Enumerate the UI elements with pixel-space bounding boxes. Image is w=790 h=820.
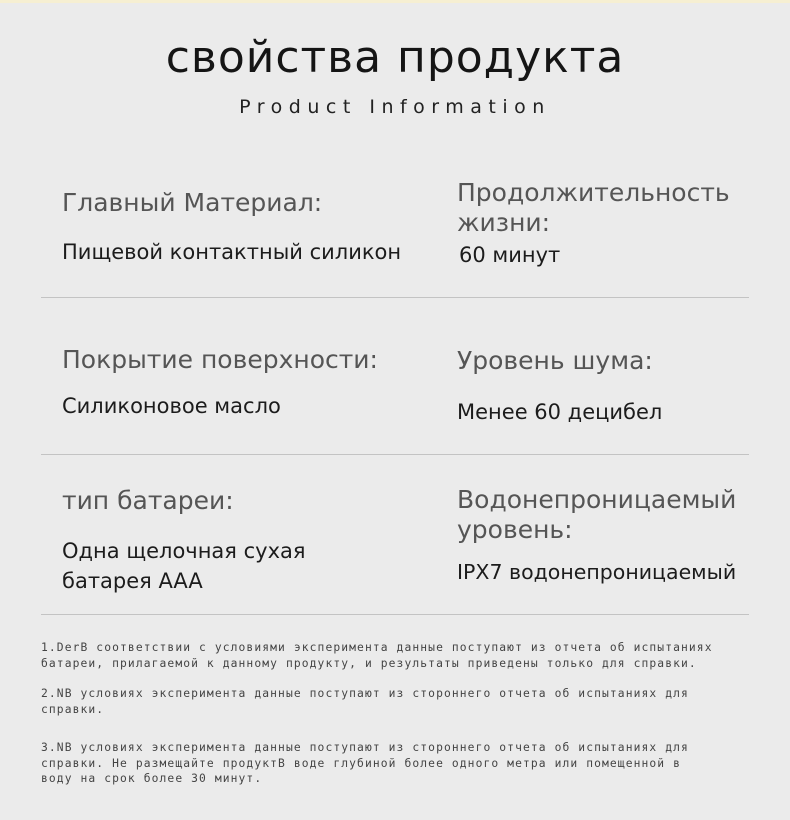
note-3: [41, 740, 753, 787]
battery-value-line2: батарея AAA: [62, 569, 203, 593]
life-value: 60 минут: [459, 243, 561, 267]
battery-value-line1: Одна щелочная сухая: [62, 539, 306, 563]
page-title: свойства продукта: [165, 32, 625, 83]
note-3-line-1: 3.NВ условиях эксперимента данные поступают из стороннего отчета об испытаниях для: [41, 741, 689, 754]
page-subtitle: Product Information: [239, 96, 551, 118]
divider-3: [41, 614, 749, 615]
note-2: [41, 686, 753, 717]
note-3-line-3: воду на срок более 30 минут.: [41, 772, 263, 785]
note-1-line-1: 1.DerВ соответствии с условиями эксперимента данные поступают из отчета об испытаниях: [41, 641, 713, 654]
material-value: Пищевой контактный силикон: [62, 240, 402, 264]
note-2-line-1: 2.NВ условиях эксперимента данные поступают из стороннего отчета об испытаниях для: [41, 687, 689, 700]
divider-2: [41, 454, 749, 455]
coating-value: Силиконовое масло: [62, 394, 281, 418]
noise-label: Уровень шума:: [457, 346, 653, 375]
noise-value: Менее 60 децибел: [457, 400, 663, 424]
note-2-line-2: справки.: [41, 702, 105, 716]
water-value: IPX7 водонепроницаемый: [457, 560, 737, 584]
divider-1: [41, 297, 749, 298]
battery-label: тип батареи:: [62, 486, 234, 515]
life-label-line1: Продолжительность: [457, 178, 730, 207]
material-label: Главный Материал:: [62, 188, 323, 217]
water-label-line2: уровень:: [457, 515, 573, 544]
coating-label: Покрытие поверхности:: [62, 345, 378, 374]
note-1-line-2: батареи, прилагаемой к данному продукту, и результаты приведены только для справки.: [41, 656, 697, 670]
note-1: [41, 640, 753, 671]
life-label-line2: жизни:: [457, 208, 551, 237]
water-label-line1: Водонепроницаемый: [457, 485, 737, 514]
note-3-line-2: справки. Не размещайте продуктВ воде глубиной более одного метра или помещенной в: [41, 756, 682, 770]
top-accent-line: [0, 0, 790, 3]
